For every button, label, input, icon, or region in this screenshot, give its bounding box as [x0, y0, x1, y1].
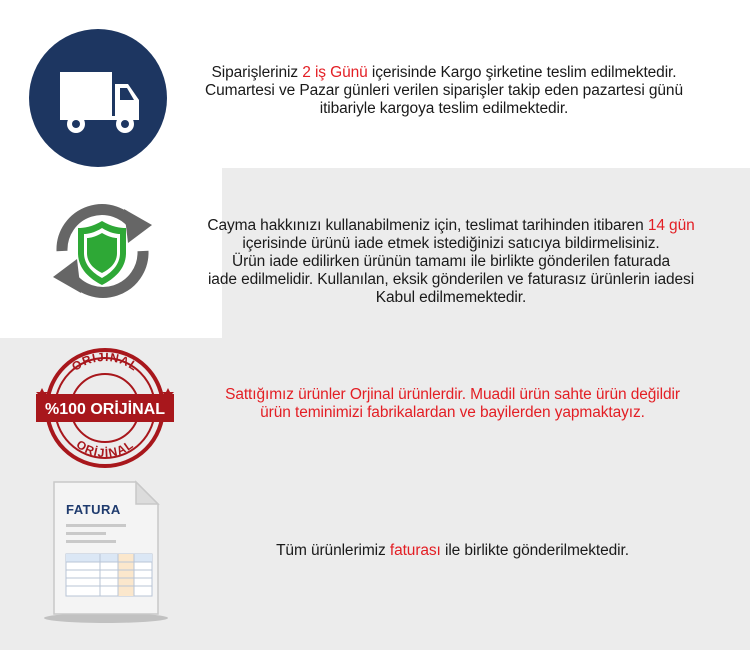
stamp-center-text: %100 ORİJİNAL: [44, 401, 166, 418]
original-line1: Sattığımız ürünler Orjinal ürünlerdir. Muadil ürün sahte ürün değildir: [225, 386, 680, 403]
invoice-line1-b: ile birlikte gönderilmektedir.: [440, 542, 629, 559]
invoice-doc-label: FATURA: [66, 502, 121, 517]
truck-icon: [28, 28, 168, 168]
returns-line3: Ürün iade edilirken ürünün tamamı ile birlikte gönderilen faturada: [232, 253, 670, 270]
returns-days-highlight: 14 gün: [647, 217, 695, 234]
original-line2: ürün teminimizi fabrikalardan ve bayilerden yapmaktayız.: [260, 404, 645, 421]
invoice-text: [180, 542, 725, 560]
shipping-line3: itibariyle kargoya teslim edilmektedir.: [319, 100, 569, 117]
shipping-line2: Cumartesi ve Pazar günleri verilen siparişler takip eden pazartesi günü: [205, 82, 683, 99]
returns-text: [172, 217, 730, 307]
stamp-top-text: ORİJİNAL: [69, 349, 141, 374]
svg-text:ORİJİNAL: [74, 437, 137, 460]
original-stamp-icon: [34, 346, 176, 470]
invoice-line1-a: Tüm ürünlerimiz: [276, 542, 390, 559]
invoice-highlight: faturası: [389, 542, 441, 559]
return-shield-icon: [40, 195, 165, 307]
invoice-document-icon: [40, 478, 170, 626]
shipping-line1-a: Siparişleriniz: [211, 64, 303, 81]
original-text: [180, 386, 725, 422]
returns-line1-a: Cayma hakkınızı kullanabilmeniz için, teslimat tarihinden itibaren: [207, 217, 648, 234]
shipping-text: [168, 64, 720, 118]
shipping-line1-b: içerisinde Kargo şirketine teslim edilmektedir.: [367, 64, 677, 81]
returns-line4: iade edilmelidir. Kullanılan, eksik gönderilen ve faturasız ürünlerin iadesi: [207, 271, 695, 288]
svg-text:ORİJİNAL: [69, 349, 141, 374]
stamp-bottom-text: ORİJİNAL: [73, 437, 137, 461]
returns-line2: içerisinde ürünü iade etmek istediğinizi satıcıya bildirmelisiniz.: [242, 235, 660, 252]
shipping-days-highlight: 2 iş Günü: [302, 64, 368, 81]
returns-line5: Kabul edilmemektedir.: [375, 289, 527, 306]
